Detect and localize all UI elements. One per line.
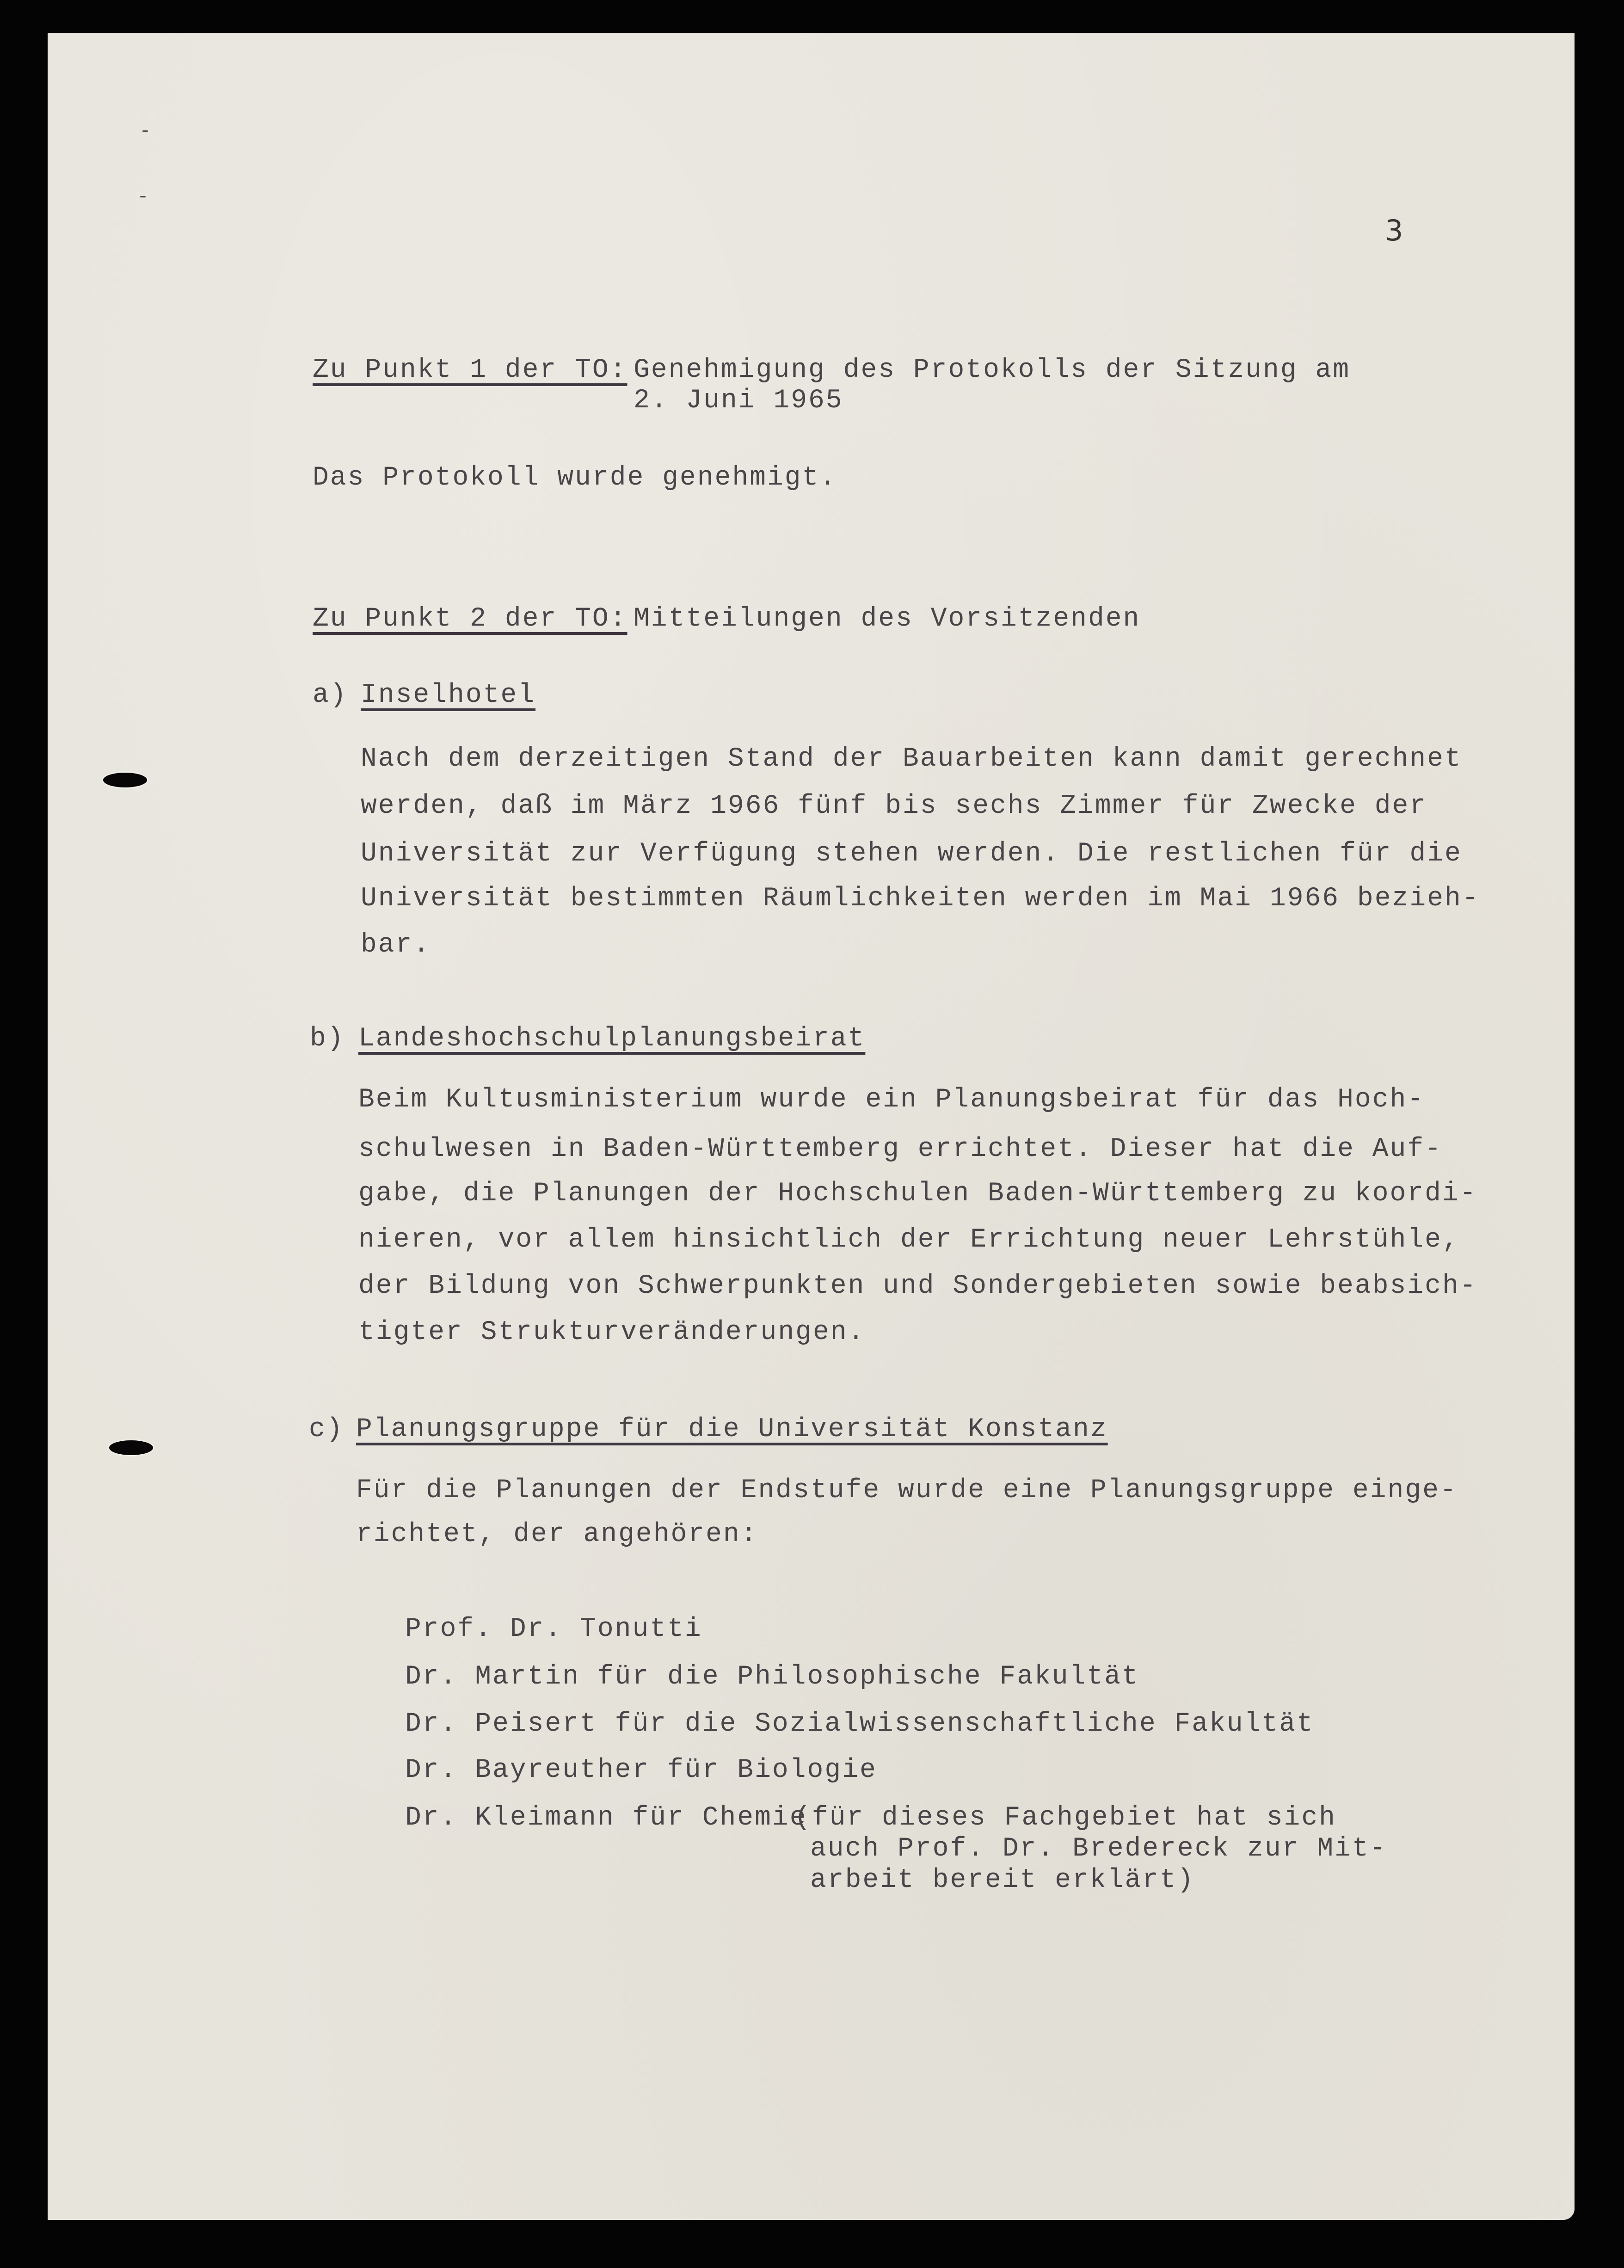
item-b-line: schulwesen in Baden-Württemberg errichtet. Dieser hat die Auf-	[358, 1134, 1442, 1164]
member-item: Dr. Bayreuther für Biologie	[405, 1755, 877, 1785]
member-item: Dr. Kleimann für Chemie	[405, 1803, 807, 1833]
section1-title-date: 2. Juni 1965	[634, 386, 843, 416]
section1-label: Zu Punkt 1 der TO:	[313, 355, 627, 385]
member-item: Prof. Dr. Tonutti	[405, 1614, 702, 1644]
item-a-heading: Inselhotel	[361, 680, 536, 710]
member-item: Dr. Peisert für die Sozialwissenschaftliche Fakultät	[405, 1709, 1314, 1739]
item-b-line: tigter Strukturveränderungen.	[358, 1317, 866, 1347]
staple-mark	[142, 130, 148, 132]
item-c-line: Für die Planungen der Endstufe wurde eine Planungsgruppe einge-	[356, 1475, 1458, 1506]
section2-title: Mitteilungen des Vorsitzenden	[634, 604, 1141, 634]
item-b-line: der Bildung von Schwerpunkten und Sondergebieten sowie beabsich-	[358, 1271, 1477, 1301]
item-b-heading: Landeshochschulplanungsbeirat	[358, 1024, 866, 1054]
item-a-letter: a)	[313, 680, 348, 710]
item-a-line: Universität zur Verfügung stehen werden. Die restlichen für die	[361, 839, 1462, 869]
section1-body: Das Protokoll wurde genehmigt.	[313, 463, 837, 493]
section2-label: Zu Punkt 2 der TO:	[313, 604, 627, 634]
member-item: Dr. Martin für die Philosophische Fakultät	[405, 1662, 1139, 1692]
item-b-line: gabe, die Planungen der Hochschulen Baden-Württemberg zu koordi-	[358, 1179, 1477, 1209]
punch-hole	[103, 773, 147, 787]
item-c-letter: c)	[309, 1414, 344, 1444]
member-note: arbeit bereit erklärt)	[810, 1865, 1195, 1895]
item-b-line: nieren, vor allem hinsichtlich der Errichtung neuer Lehrstühle,	[358, 1225, 1460, 1255]
item-a-line: Universität bestimmten Räumlichkeiten werden im Mai 1966 bezieh-	[361, 884, 1480, 914]
item-a-line: werden, daß im März 1966 fünf bis sechs Zimmer für Zwecke der	[361, 791, 1427, 821]
section1-title: Genehmigung des Protokolls der Sitzung am	[634, 355, 1351, 385]
punch-hole	[109, 1440, 153, 1455]
item-a-line: Nach dem derzeitigen Stand der Bauarbeiten kann damit gerechnet	[361, 744, 1462, 774]
item-c-heading: Planungsgruppe für die Universität Konstanz	[356, 1414, 1108, 1444]
item-a-line: bar.	[361, 930, 431, 960]
staple-mark	[140, 196, 146, 197]
item-c-line: richtet, der angehören:	[356, 1519, 758, 1549]
member-note: (für dieses Fachgebiet hat sich	[794, 1803, 1336, 1833]
item-b-letter: b)	[310, 1024, 345, 1054]
page-number: 3	[1385, 214, 1403, 247]
item-b-line: Beim Kultusministerium wurde ein Planungsbeirat für das Hoch-	[358, 1085, 1425, 1115]
member-note: auch Prof. Dr. Bredereck zur Mit-	[810, 1834, 1387, 1864]
